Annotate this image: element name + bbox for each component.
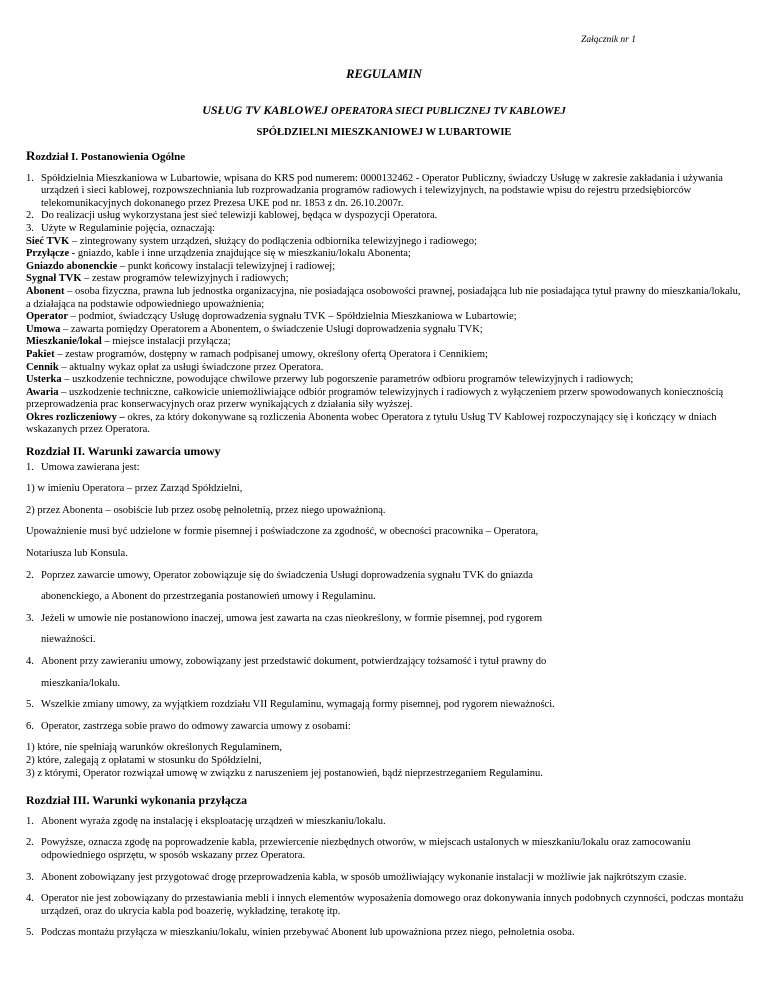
list-item: 2. Do realizacji usług wykorzystana jest sieć telewizji kablowej, będąca w dyspozycji Operatora. [26, 210, 438, 222]
list-item: 2. Powyższe, oznacza zgodę na poprowadzenie kabla, przewiercenie niezbędnych otworów, w miejscach ustalonych w mieszkaniu/lokalu oraz zamocowaniu odpowiedniego osprzętu, w sposób wskazany przez Operatora. [26, 837, 691, 861]
definitions-list [26, 236, 746, 438]
chapter-2-body [26, 458, 746, 781]
list-item-cont: abonenckiego, a Abonent do przestrzegania postanowień umowy i Regulaminu. [41, 591, 376, 603]
list-item: 1. Umowa zawierana jest: [26, 461, 140, 473]
list-item-cont: mieszkania/lokalu. [41, 677, 121, 689]
definition: Operator – podmiot, świadczący Usługę doprowadzenia sygnału TVK – Spółdzielnia Mieszkaniowa w Lubartowie; [26, 311, 517, 323]
definition: Umowa – zawarta pomiędzy Operatorem a Abonentem, o świadczenie Usługi doprowadzenia sygnału TVK; [26, 323, 483, 335]
subtitle-main: USŁUG TV KABLOWEJ [202, 103, 329, 117]
refusal-reason: 3) z którymi, Operator rozwiązał umowę w związku z naruszeniem jej postanowień, bądź nieprzestrzeganiem Regulaminu. [26, 767, 543, 779]
list-item: 4. Operator nie jest zobowiązany do przestawiania mebli i innych elementów wyposażenia domowego oraz dokonywania innych podobnych czynności, podczas montażu urządzeń, oraz do ukrycia kabla pod boazerię, wykładzinę, terakotę itp. [26, 893, 744, 917]
sub-item: 1) w imieniu Operatora – przez Zarząd Spółdzielni, [26, 483, 243, 495]
list-item: 3. Użyte w Regulaminie pojęcia, oznaczają: [26, 222, 216, 234]
list-item: 2. Poprzez zawarcie umowy, Operator zobowiązuje się do świadczenia Usługi doprowadzenia sygnału TVK do gniazda [26, 569, 533, 581]
document-title: REGULAMIN [346, 67, 422, 81]
document-subtitle-2: SPÓŁDZIELNI MIESZKANIOWEJ W LUBARTOWIE [256, 127, 512, 138]
definition: Awaria – uszkodzenie techniczne, całkowicie uniemożliwiające odbiór programów telewizyjnych i radiowych z wyłączeniem przerw spowodowanych koniecznością przeprowadzenia prac konserwacyjnych oraz przerw wynikających z działania siły wyższej. [26, 386, 724, 411]
chapter-2-heading: Rozdział II. Warunki zawarcia umowy [26, 444, 221, 459]
document-body [26, 150, 746, 940]
subtitle-rest: OPERATORA SIECI PUBLICZNEJ TV KABLOWEJ [331, 106, 566, 117]
sub-item: 2) przez Abonenta – osobiście lub przez osobę pełnoletnią, przez niego upoważnioną. [26, 504, 386, 516]
definition: Okres rozliczeniowy – okres, za który dokonywane są rozliczenia Abonenta wobec Operatora z tytułu Usług TV Kablowej rozpoczynający się i kończący w dniach wskazanych przez Operatora. [26, 411, 717, 436]
chapter-3-heading: Rozdział III. Warunki wykonania przyłącza [26, 793, 248, 808]
chapter-3-body [26, 807, 746, 940]
document-subtitle [0, 103, 768, 118]
authorization-note-cont: Notariusza lub Konsula. [26, 548, 128, 560]
list-item: 1. Abonent wyraża zgodę na instalację i eksploatację urządzeń w mieszkaniu/lokalu. [26, 815, 386, 827]
annex-label: Załącznik nr 1 [581, 35, 636, 45]
definition: Sygnał TVK – zestaw programów telewizyjnych i radiowych; [26, 273, 289, 285]
list-item: 4. Abonent przy zawieraniu umowy, zobowiązany jest przedstawić dokument, potwierdzający tożsamość i tytuł prawny do [26, 656, 547, 667]
definition: Mieszkanie/lokal – miejsce instalacji przyłącza; [26, 336, 231, 348]
list-item: 3. Jeżeli w umowie nie postanowiono inaczej, umowa jest zawarta na czas nieokreślony, w formie pisemnej, pod rygorem [26, 612, 543, 624]
definition: Cennik – aktualny wykaz opłat za usługi świadczone przez Operatora. [26, 361, 324, 373]
authorization-note: Upoważnienie musi być udzielone w formie pisemnej i poświadczone za zgodność, w obecności pracownika – Operatora, [26, 526, 539, 538]
list-item: 6. Operator, zastrzega sobie prawo do odmowy zawarcia umowy z osobami: [26, 720, 351, 732]
list-item: 5. Podczas montażu przyłącza w mieszkaniu/lokalu, winien przebywać Abonent lub upoważniona przez niego, pełnoletnia osoba. [26, 927, 575, 939]
definition: Pakiet – zestaw programów, dostępny w ramach podpisanej umowy, określony ofertą Operatora i Cennikiem; [26, 348, 488, 360]
definition: Usterka – uszkodzenie techniczne, powodujące chwilowe przerwy lub pogorszenie parametrów odbioru programów telewizyjnych i radiowych; [26, 374, 634, 386]
chapter-1-heading: Rozdział I. Postanowienia Ogólne [26, 148, 186, 163]
list-item: 3. Abonent zobowiązany jest przygotować drogę przeprowadzenia kabla, w sposób umożliwiający wykonanie instalacji w możliwie jak najkrótszym czasie. [26, 871, 687, 883]
refusal-reason: 1) które, nie spełniają warunków określonych Regulaminem, [26, 742, 283, 754]
list-item: 5. Wszelkie zmiany umowy, za wyjątkiem rozdziału VII Regulaminu, wymagają formy pisemnej, pod rygorem nieważności. [26, 699, 555, 711]
refusal-reason: 2) które, zalegają z opłatami w stosunku do Spółdzielni, [26, 754, 262, 766]
definition: Gniazdo abonenckie – punkt końcowy instalacji telewizyjnej i radiowej; [26, 260, 336, 272]
list-item-cont: nieważności. [41, 634, 96, 646]
definition: Przyłącze - gniazdo, kable i inne urządzenia znajdujące się w mieszkaniu/lokalu Abonenta; [26, 248, 411, 260]
chapter-1-list [26, 173, 746, 236]
definition: Abonent – osoba fizyczna, prawna lub jednostka organizacyjna, nie posiadająca osobowości prawnej, posiadająca lub nie posiadająca tytuł prawny do mieszkania/lokalu, a działająca na podstawie odpowiedniego upoważnienia; [26, 285, 741, 310]
list-item: 1. Spółdzielnia Mieszkaniowa w Lubartowie, wpisana do KRS pod numerem: 0000132462 - Operator Publiczny, świadczy Usługę w zakresie zakładania i używania urządzeń i sieci kablowej, rozpowszechniania lub rozprowadzania programów radiowych i telewizyjnych, na podstawie wpisu do rejestru przedsiębiorców telekomunikacyjnych dokonanego przez Prezesa UKE pod nr. 1853 z dn. 26.10.2007r. [26, 172, 723, 209]
definition: Sieć TVK – zintegrowany system urządzeń, służący do podłączenia odbiornika telewizyjnego i radiowego; [26, 235, 477, 247]
